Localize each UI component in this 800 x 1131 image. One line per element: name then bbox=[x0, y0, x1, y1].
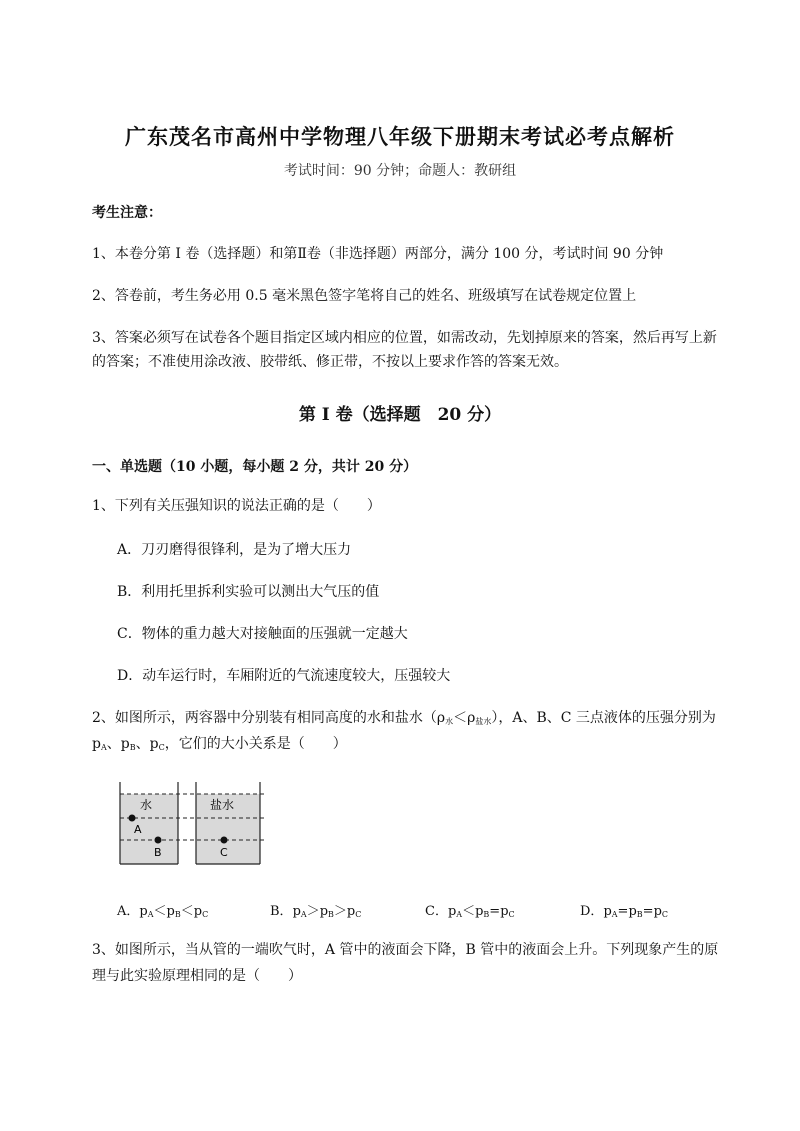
saltwater-label: 盐水 bbox=[210, 798, 235, 812]
q1-option-b: B．利用托里拆利实验可以测出大气压的值 bbox=[117, 584, 380, 600]
q2-answer-d: D．$p_A=p_B=p_C$ bbox=[580, 904, 669, 919]
q3-stem-line2: 理与此实验原理相同的是（ ） bbox=[92, 968, 302, 984]
q1-option-d: D．动车运行时，车厢附近的气流速度较大，压强较大 bbox=[117, 668, 451, 684]
exam-info: 考试时间：90 分钟；命题人：教研组 bbox=[283, 163, 517, 179]
q1-option-a: A．刀刃磨得很锋利，是为了增大压力 bbox=[117, 542, 352, 558]
q1-stem: 1、下列有关压强知识的说法正确的是（ ） bbox=[92, 498, 381, 514]
q2-containers-figure bbox=[118, 780, 268, 870]
q2-answer-a: A．$p_A<p_B<p_C$ bbox=[117, 904, 209, 919]
part-heading: 一、单选题（10 小题，每小题 2 分，共计 20 分） bbox=[92, 459, 418, 475]
q2-stem-line1: 2、如图所示，两容器中分别装有相同高度的水和盐水$(\rho_水<\rho_{盐水})$，A、B、C 三点液体的压强分别为 bbox=[92, 710, 716, 726]
point-a-dot bbox=[129, 815, 136, 822]
page-title: 广东茂名市高州中学物理八年级下册期末考试必考点解析 bbox=[125, 124, 675, 149]
q2-answer-c: C．$p_A<p_B=p_C$ bbox=[425, 904, 515, 919]
q3-stem-line1: 3、如图所示，当从管的一端吹气时，A 管中的液面会下降，B 管中的液面会上升。下列现象产生的原 bbox=[92, 942, 719, 958]
point-b-dot bbox=[155, 837, 162, 844]
notice-item-3: 3、答案必须写在试卷各个题目指定区域内相应的位置，如需改动，先划掉原来的答案，然后再写上新 bbox=[92, 330, 717, 346]
point-c-dot bbox=[221, 837, 228, 844]
point-c-label: C bbox=[220, 846, 228, 859]
section-title: 第 I 卷（选择题 20 分） bbox=[298, 405, 502, 425]
notice-heading: 考生注意： bbox=[92, 205, 162, 221]
notice-item-1: 1、本卷分第 I 卷（选择题）和第Ⅱ卷（非选择题）两部分，满分 100 分，考试时间 90 分钟 bbox=[92, 246, 664, 262]
point-b-label: B bbox=[154, 846, 162, 859]
notice-item-3-cont: 的答案；不准使用涂改液、胶带纸、修正带，不按以上要求作答的答案无效。 bbox=[92, 354, 568, 370]
q2-answer-b: B．$p_A>p_B>p_C$ bbox=[270, 904, 362, 919]
point-a-label: A bbox=[134, 823, 142, 836]
notice-item-2: 2、答卷前，考生务必用 0.5 毫米黑色签字笔将自己的姓名、班级填写在试卷规定位置上 bbox=[92, 288, 637, 304]
q1-option-c: C．物体的重力越大对接触面的压强就一定越大 bbox=[117, 626, 408, 642]
q2-stem-line2: $p_A$、$p_B$、$p_C$，它们的大小关系是（ ） bbox=[92, 736, 347, 752]
water-label: 水 bbox=[140, 798, 153, 812]
